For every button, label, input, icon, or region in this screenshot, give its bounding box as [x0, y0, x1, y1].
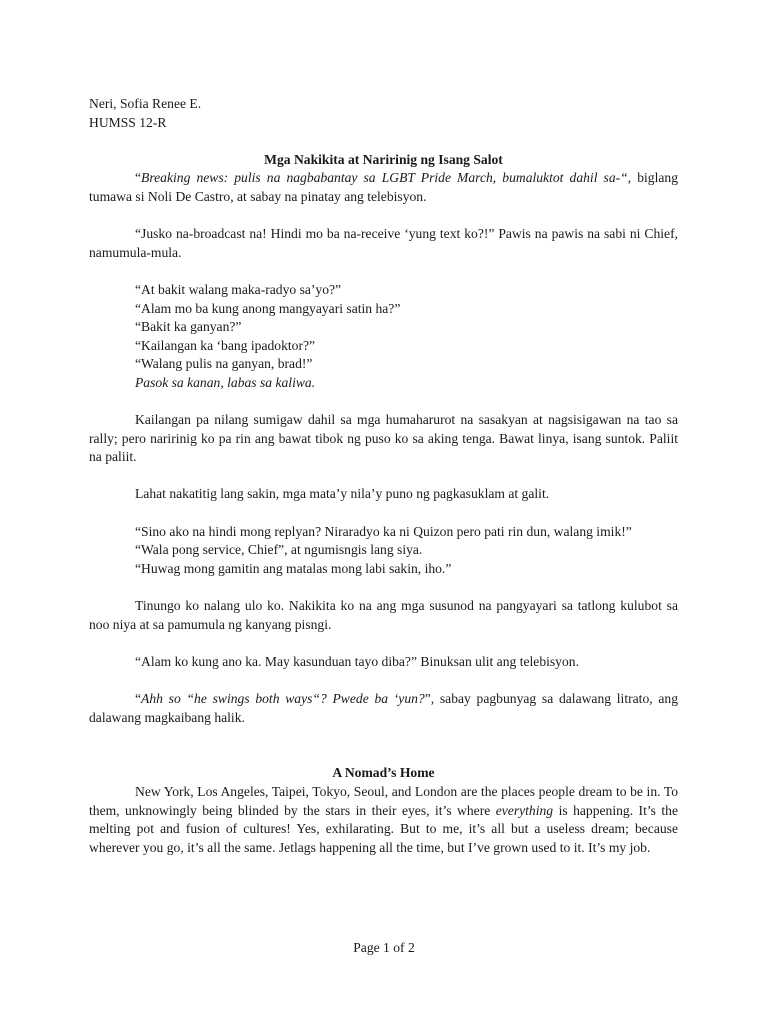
paragraph: Lahat nakatitig lang sakin, mga mata’y nila’y puno ng pagkasuklam at galit.: [135, 486, 550, 502]
paragraph: [89, 690, 678, 727]
italic-word: everything: [495, 802, 554, 818]
author-name: Neri, Sofia Renee E.: [89, 96, 202, 111]
spacer: [89, 132, 678, 151]
paragraph-text: New York, Los Angeles, Taipei, Tokyo, Seoul, and London are the places people dream to be in. To them, unknowingly being blinded by the stars in their eyes, it’s where: [89, 783, 678, 818]
dialogue-line: “Alam mo ba kung anong mangyayari satin ha?”: [135, 300, 401, 316]
page-number: Page 1 of 2: [353, 940, 415, 955]
italic-line: [89, 374, 678, 393]
spacer: [89, 262, 678, 281]
dialogue-line: “Huwag mong gamitin ang matalas mong labi sakin, iho.”: [135, 560, 452, 576]
class-section: HUMSS 12-R: [89, 114, 167, 130]
spacer: [89, 578, 678, 597]
dialogue-line: “Kailangan ka ‘bang ipadoktor?”: [135, 337, 316, 353]
spacer: [89, 207, 678, 226]
paragraph: [89, 783, 678, 857]
dialogue-line: “Walang pulis na ganyan, brad!”: [135, 356, 313, 372]
paragraph: Tinungo ko nalang ulo ko. Nakikita ko na ang mga susunod na pangyayari sa tatlong kulubot sa noo niya at sa pamumula ng kanyang pisngi.: [89, 598, 678, 632]
quote-open: “: [135, 691, 142, 706]
paragraph: “Sino ako na hindi mong replyan? Niraradyo ka ni Quizon pero pati rin dun, walang imik!”: [135, 523, 632, 539]
spacer: [89, 746, 678, 765]
paragraph-text: ”, sabay pagbunyag sa dalawang litrato, ang dalawang magkaibang halik.: [89, 691, 678, 725]
story-title: A Nomad’s Home: [332, 765, 435, 781]
paragraph: Kailangan pa nilang sumigaw dahil sa mga humaharurot na sasakyan at nagsisigawan na tao sa rally; pero naririnig ko pa rin ang bawat tibok ng puso ko sa aking tenga. Bawat linya, isang suntok. Paliit na paliit.: [89, 412, 678, 465]
document-body: [89, 95, 678, 857]
paragraph: “Jusko na-broadcast na! Hindi mo ba na-receive ‘yung text ko?!” Pawis na pawis na sabi ni Chief, namumula-mula.: [89, 226, 678, 260]
spacer: [89, 393, 678, 412]
italic-quote: Breaking news: pulis na nagbabantay sa LGBT Pride March, bumaluktot dahil sa-“: [141, 170, 628, 186]
dialogue-line: “Bakit ka ganyan?”: [135, 319, 242, 335]
italic-text: Pasok sa kanan, labas sa kaliwa.: [135, 374, 316, 390]
dialogue-line: “Wala pong service, Chief”, at ngumisngis lang siya.: [135, 542, 423, 558]
spacer: [89, 671, 678, 690]
spacer: [89, 727, 678, 746]
dialogue-line: “At bakit walang maka-radyo sa’yo?”: [135, 281, 342, 297]
paragraph: [89, 169, 678, 206]
story-title: Mga Nakikita at Naririnig ng Isang Salot: [264, 151, 503, 167]
spacer: [89, 634, 678, 653]
italic-quote: Ahh so “he swings both ways“? Pwede ba ‘yun?: [141, 691, 425, 706]
spacer: [89, 504, 678, 523]
paragraph: “Alam ko kung ano ka. May kasunduan tayo diba?” Binuksan ulit ang telebisyon.: [135, 653, 579, 669]
paragraph-text: , biglang tumawa si Noli De Castro, at sabay na pinatay ang telebisyon.: [89, 170, 678, 204]
quote-open: “: [135, 170, 142, 186]
spacer: [89, 467, 678, 486]
paragraph-text: is happening. It’s the melting pot and fusion of cultures! Yes, exhilarating. But to me, it’s all but a useless dream; because wherever you go, it’s all the same. Jetlags happening all the time, but I’ve grown used to it. It’s my job.: [89, 802, 678, 855]
